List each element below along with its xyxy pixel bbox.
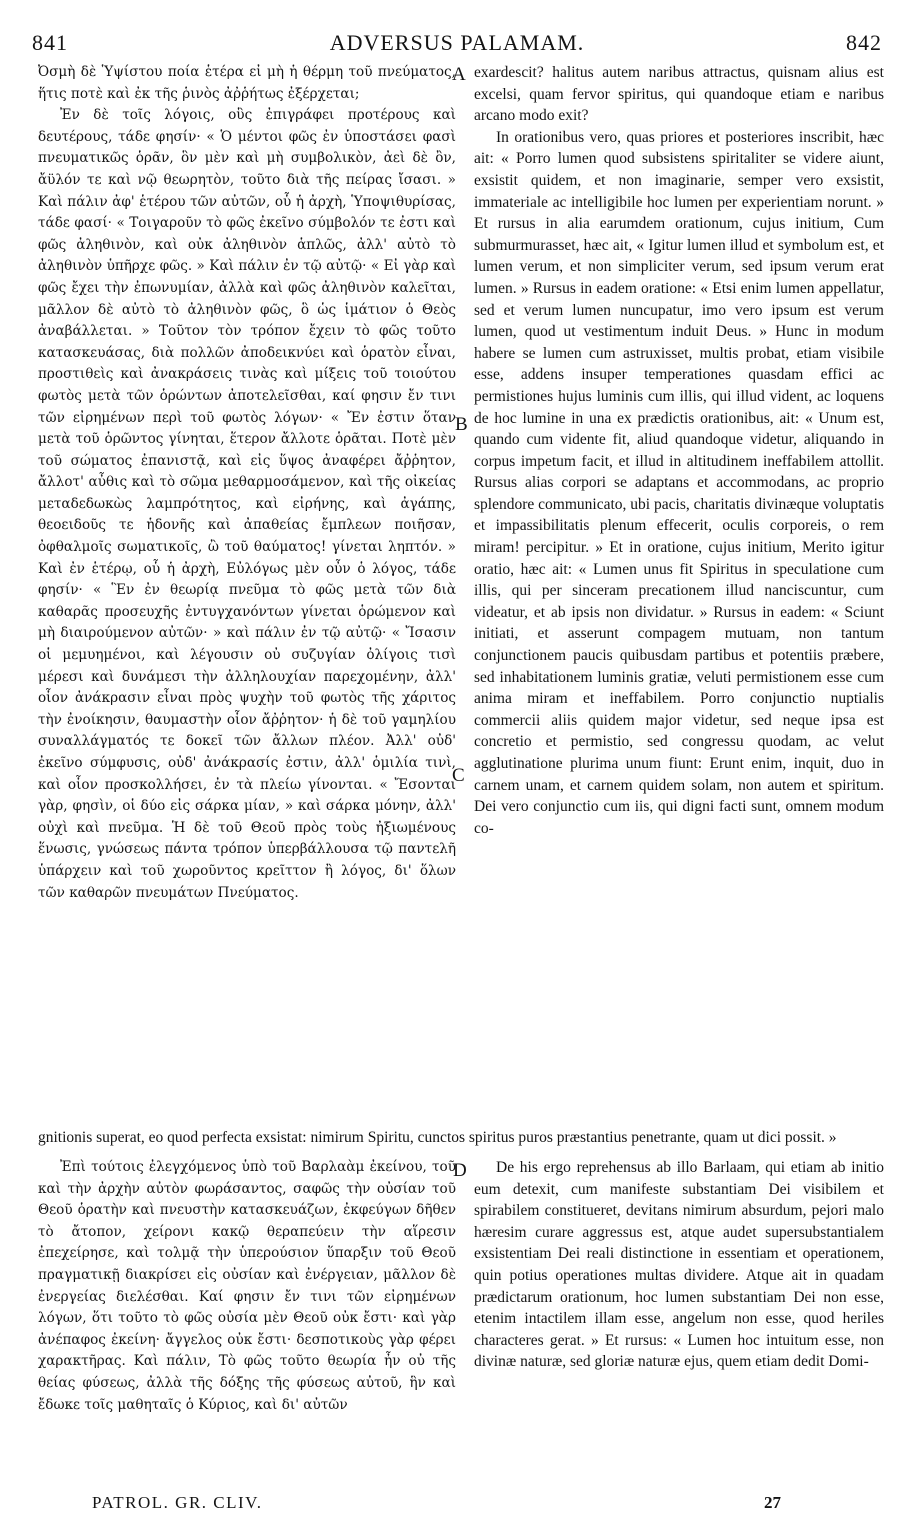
footer-sheet-number: 27 [764,1493,781,1512]
footer-signature: PATROL. GR. CLIV. [92,1493,263,1512]
latin-column-bottom [474,1157,884,1485]
latin-paragraph: exardescit? halitus autem naribus attractus, quisnam alius est excelsi, quam fervor spiritus, qui quandoque etiam e naribus arcano modo exit? [474,64,884,125]
section-marker-b: B [455,414,468,435]
latin-full-width [38,1127,882,1149]
running-title: ADVERSUS PALAMAM. [329,30,585,55]
latin-paragraph: In orationibus vero, quas priores et posteriores inscribit, hæc ait: « Porro lumen quod subsistens spiritaliter se videre aiunt, exsistit quidem, et non imaginarie, semper vero exsistit, immateriale ac intelligibile hoc lumen per experientiam norunt. » Et rursus in alia earumdem orationum, cujus initium, Cum submurmurasset, hæc ait, « Igitur lumen illud et symbolum est, et lumen verum, et non simpliciter verum, sed ipsum verum erat lumen. » Rursus in eadem oratione: « Etsi enim lumen appellatur, sed et verum lumen nuncupatur, imo vero ipsum est verum lumen, quod ut vestimentum induit Deus. » Hunc in modum habere se lumen cum astruxisset, multis probat, etiam visibile esse, addens insuper temperationes quasdam effici ac permistiones hujus luminis cum illis, qui illud vident, ac loquens de hoc lumine in una ex prædictis orationibus, ait: « Unum est, quando cum vidente fit, aliud quandoque videtur, aliquando in corpus impetum facit, et illud in altitudinem ineffabilem attollit. Rursus alias corpori se adaptans et accommodans, ac proprio splendore communicato, ubi pacis, charitatis divinæque voluptatis et impassibilitatis plenum effecerit, oculis corporeis, o rem miram! percipitur. » Et in oratione, cujus initium, Merito igitur oratio, hæc ait: « Lumen unus fit Spiritus in speculatione cum illis, qui per sinceram precationem illud nanciscuntur, cum videatur, et ab ipsis non dividatur. » Rursus in eadem: « Sciunt initiati, et asserunt compagem mutuam, non tantum conjunctionem paucis quibusdam partibus et potentiis præbere, sed inhabitationem luminis gratiæ, veluti permistionem esse cum anima miram et ineffabilem. Porro conjunctio nuptialis commercii aliis quidem major videtur, sed neque ipsa est concretio et permistio, sed congressu quodam, ac velut agglutinatione plurima unum fiunt: Erunt enim, inquit, duo in carnem unam, et carnem quidem solam, non autem et spiritum. Dei vero conjunctio cum iis, qui digni facti sunt, omnem modum co- [474,128,884,837]
latin-paragraph-bottom: De his ergo reprehensus ab illo Barlaam, qui etiam ab initio eum detexit, cum manifeste substantiam Dei visibilem et spirabilem constitueret, devitans nimirum absurdum, pejori malo hæresim curare aggressus est, atque audet supersubstantialem exsistentiam Dei reali distinctione in essentiam et operationem, quin potius operationes multas dividere. Atque ait in quadam prædictarum orationum, hoc lumen substantiam Dei non esse, etenim intactilem illam esse, angelum non esse, quod heriles characteres gerat. » Et rursus: « Lumen hoc intuitum esse, non divinæ naturæ, sed gloriæ naturæ ejus, quem etiam dedit Domi- [474,1159,884,1371]
section-marker-a: A [452,64,466,85]
section-marker-c: C [452,765,465,786]
running-header [32,30,882,58]
latin-column-top [474,62,884,1130]
latin-continuation: gnitionis superat, eo quod perfecta exsistat: nimirum Spiritu, cunctos spiritus puros præstantius penetrante, quam ut dici possit. » [38,1129,837,1146]
greek-paragraph: Ὀσμὴ δὲ Ὑψίστου ποία ἑτέρα εἰ μὴ ἡ θέρμη τοῦ πνεύματος, ἥτις ποτὲ καὶ ἐκ τῆς ῥινὸς ἀῤῥήτως ἐξέρχεται; [38,64,456,102]
greek-column-bottom [38,1157,456,1485]
greek-paragraph: Ἐν δὲ τοῖς λόγοις, οὓς ἐπιγράφει προτέρους καὶ δευτέρους, τάδε φησίν· « Ὁ μέντοι φῶς ἐν ὑποστάσει φασὶ πνευματικῶς ὁρᾶν, ὃν μὲν καὶ μὴ συμβολικὸν, ἀεὶ δὲ ὂν, ἄϋλόν τε καὶ νῷ θεωρητὸν, τοῦτο διὰ τῆς πείρας ἴσασι. » Καὶ πάλιν ἀφ' ἑτέρου τῶν αὐτῶν, οὗ ἡ ἀρχὴ, Ὑποψιθυρίσας, τάδε φασί· « Τοιγαροῦν τὸ φῶς ἐκεῖνο σύμβολόν τε ἐστι καὶ φῶς ἀληθινὸν, καὶ οὐκ ἀληθινὸν ἁπλῶς, ἀλλ' αὐτὸ τὸ ἀληθινὸν ὑπῆρχε φῶς. » Καὶ πάλιν ἐν τῷ αὐτῷ· « Εἰ γὰρ καὶ φῶς ἔχει τὴν ἐπωνυμίαν, ἀλλὰ καὶ φῶς ἀληθινὸν καλεῖται, μᾶλλον δὲ αὐτὸ τὸ ἀληθινὸν φῶς, ὃ ὡς ἱμάτιον ὁ Θεὸς ἀναβάλλεται. » Τοῦτον τὸν τρόπον ἔχειν τὸ φῶς τοῦτο κατασκευάσας, διὰ πολλῶν ἀποδεικνύει καὶ ὁρατὸν εἶναι, προστιθεὶς καὶ ἀνακράσεις τινὰς καὶ μίξεις τοῦ τοιούτου φωτὸς μετὰ τῶν ὁρώντων ἀποτελεῖσθαι, καί φησιν ἔν τινι τῶν εἰρημένων περὶ τοῦ φωτὸς λόγων· « Ἔν ἐστιν ὅταν μετὰ τοῦ ὁρῶντος γίνηται, ἕτερον ἄλλοτε ὁρᾶται. Ποτὲ μὲν τοῦ σώματος ἐπανιστᾷ, καὶ εἰς ὕψος ἀναφέρει ἄῤῥητον, ἄλλοτ' αὖθις καὶ τὸ σῶμα μεθαρμοσάμενον, καὶ τῆς οἰκείας μεταδεδωκὼς λαμπρότητος, καὶ εἰρήνης, καὶ ἀγάπης, θεοειδοῦς τε ἡδονῆς καὶ ἀπαθείας ἔμπλεων ποιῆσαν, ὀφθαλμοῖς σωματικοῖς, ὢ τοῦ θαύματος! γίνεται ληπτόν. » Καὶ ἐν ἑτέρῳ, οὗ ἡ ἀρχὴ, Εὐλόγως μὲν οὖν ὁ λόγος, τάδε φησίν· « Ἓν ἐν θεωρίᾳ πνεῦμα τὸ φῶς μετὰ τῶν διὰ καθαρᾶς προσευχῆς ἐντυγχανόντων γίνεται ὁρώμενον καὶ μὴ διαιρούμενον αὐτῶν· » καὶ πάλιν ἐν τῷ αὐτῷ· « Ἴσασιν οἱ μεμυημένοι, καὶ λέγουσιν οὐ συζυγίαν ὀλίγοις τισὶ μέρεσι καὶ δυνάμεσι τὴν ἀλληλουχίαν παρεχομένην, ἀλλ' οἷον ἀνάκρασιν εἶναι πρὸς ψυχὴν τοῦ φωτὸς τῆς χάριτος τὴν ἐνοίκησιν, θαυμαστὴν οἷον ἄῤῥητον· ἡ δὲ τοῦ γαμηλίου συναλλάγματός τε δοκεῖ τῶν ἄλλων πλέον. Ἀλλ' οὐδ' ἐκεῖνο σύμφυσις, οὐδ' ἀνάκρασίς ἐστιν, ἀλλ' ὁμιλία τινὶ, καὶ οἷον προσκολλήσει, ἐν τὰ πλείω γίνονται. « Ἔσονται γὰρ, φησὶν, οἱ δύο εἰς σάρκα μίαν, » καὶ σάρκα μόνην, ἀλλ' οὐχὶ καὶ πνεῦμα. Ἡ δὲ τοῦ Θεοῦ πρὸς τοὺς ἠξιωμένους ἕνωσις, γνώσεως πάντα τρόπον ὑπερβάλλουσα τῷ παντελῆ ὑπάρχειν καὶ τοῦ χωροῦντος κρεῖττον ἢ λόγος, δι' ὅλων τῶν καθαρῶν πνευμάτων Πνεύματος. [38,107,456,901]
page-number-right: 842 [846,30,882,55]
greek-column-top [38,62,456,1122]
section-marker-d: D [453,1160,467,1181]
page-number-left: 841 [32,30,68,55]
greek-paragraph-bottom: Ἐπὶ τούτοις ἐλεγχόμενος ὑπὸ τοῦ Βαρλαὰμ ἐκείνου, τοῦ καὶ τὴν ἀρχὴν αὐτὸν φωράσαντος, σαφῶς τὴν οὐσίαν τοῦ Θεοῦ ὁρατὴν καὶ πνευστὴν κατασκευάζων, ἐκφεύγων δῆθεν τὸ ἄτοπον, χείρονι κακῷ θεραπεύειν τὴν αἵρεσιν ἐπεχείρησε, καὶ τολμᾷ τὴν ὑπερούσιον ὕπαρξιν τοῦ Θεοῦ πραγματικῇ διακρίσει εἰς οὐσίαν καὶ ἐνέργειαν, μᾶλλον δὲ ἐνεργείας διελέσθαι. Καί φησιν ἔν τινι τῶν εἰρημένων λόγων, ὅτι τοῦτο τὸ φῶς οὐσία μὲν Θεοῦ οὐκ ἔστι· καὶ γὰρ ἀνέπαφος ἐκείνη· ἄγγελος οὐκ ἔστι· δεσποτικοὺς γὰρ φέρει χαρακτῆρας. Καὶ πάλιν, Τὸ φῶς τοῦτο θεωρία ἦν οὐ τῆς θείας φύσεως, ἀλλὰ τῆς δόξης τῆς φύσεως αὐτοῦ, ἣν καὶ ἔδωκε τοῖς μαθηταῖς ὁ Κύριος, καὶ δι' αὐτῶν [38,1159,456,1413]
